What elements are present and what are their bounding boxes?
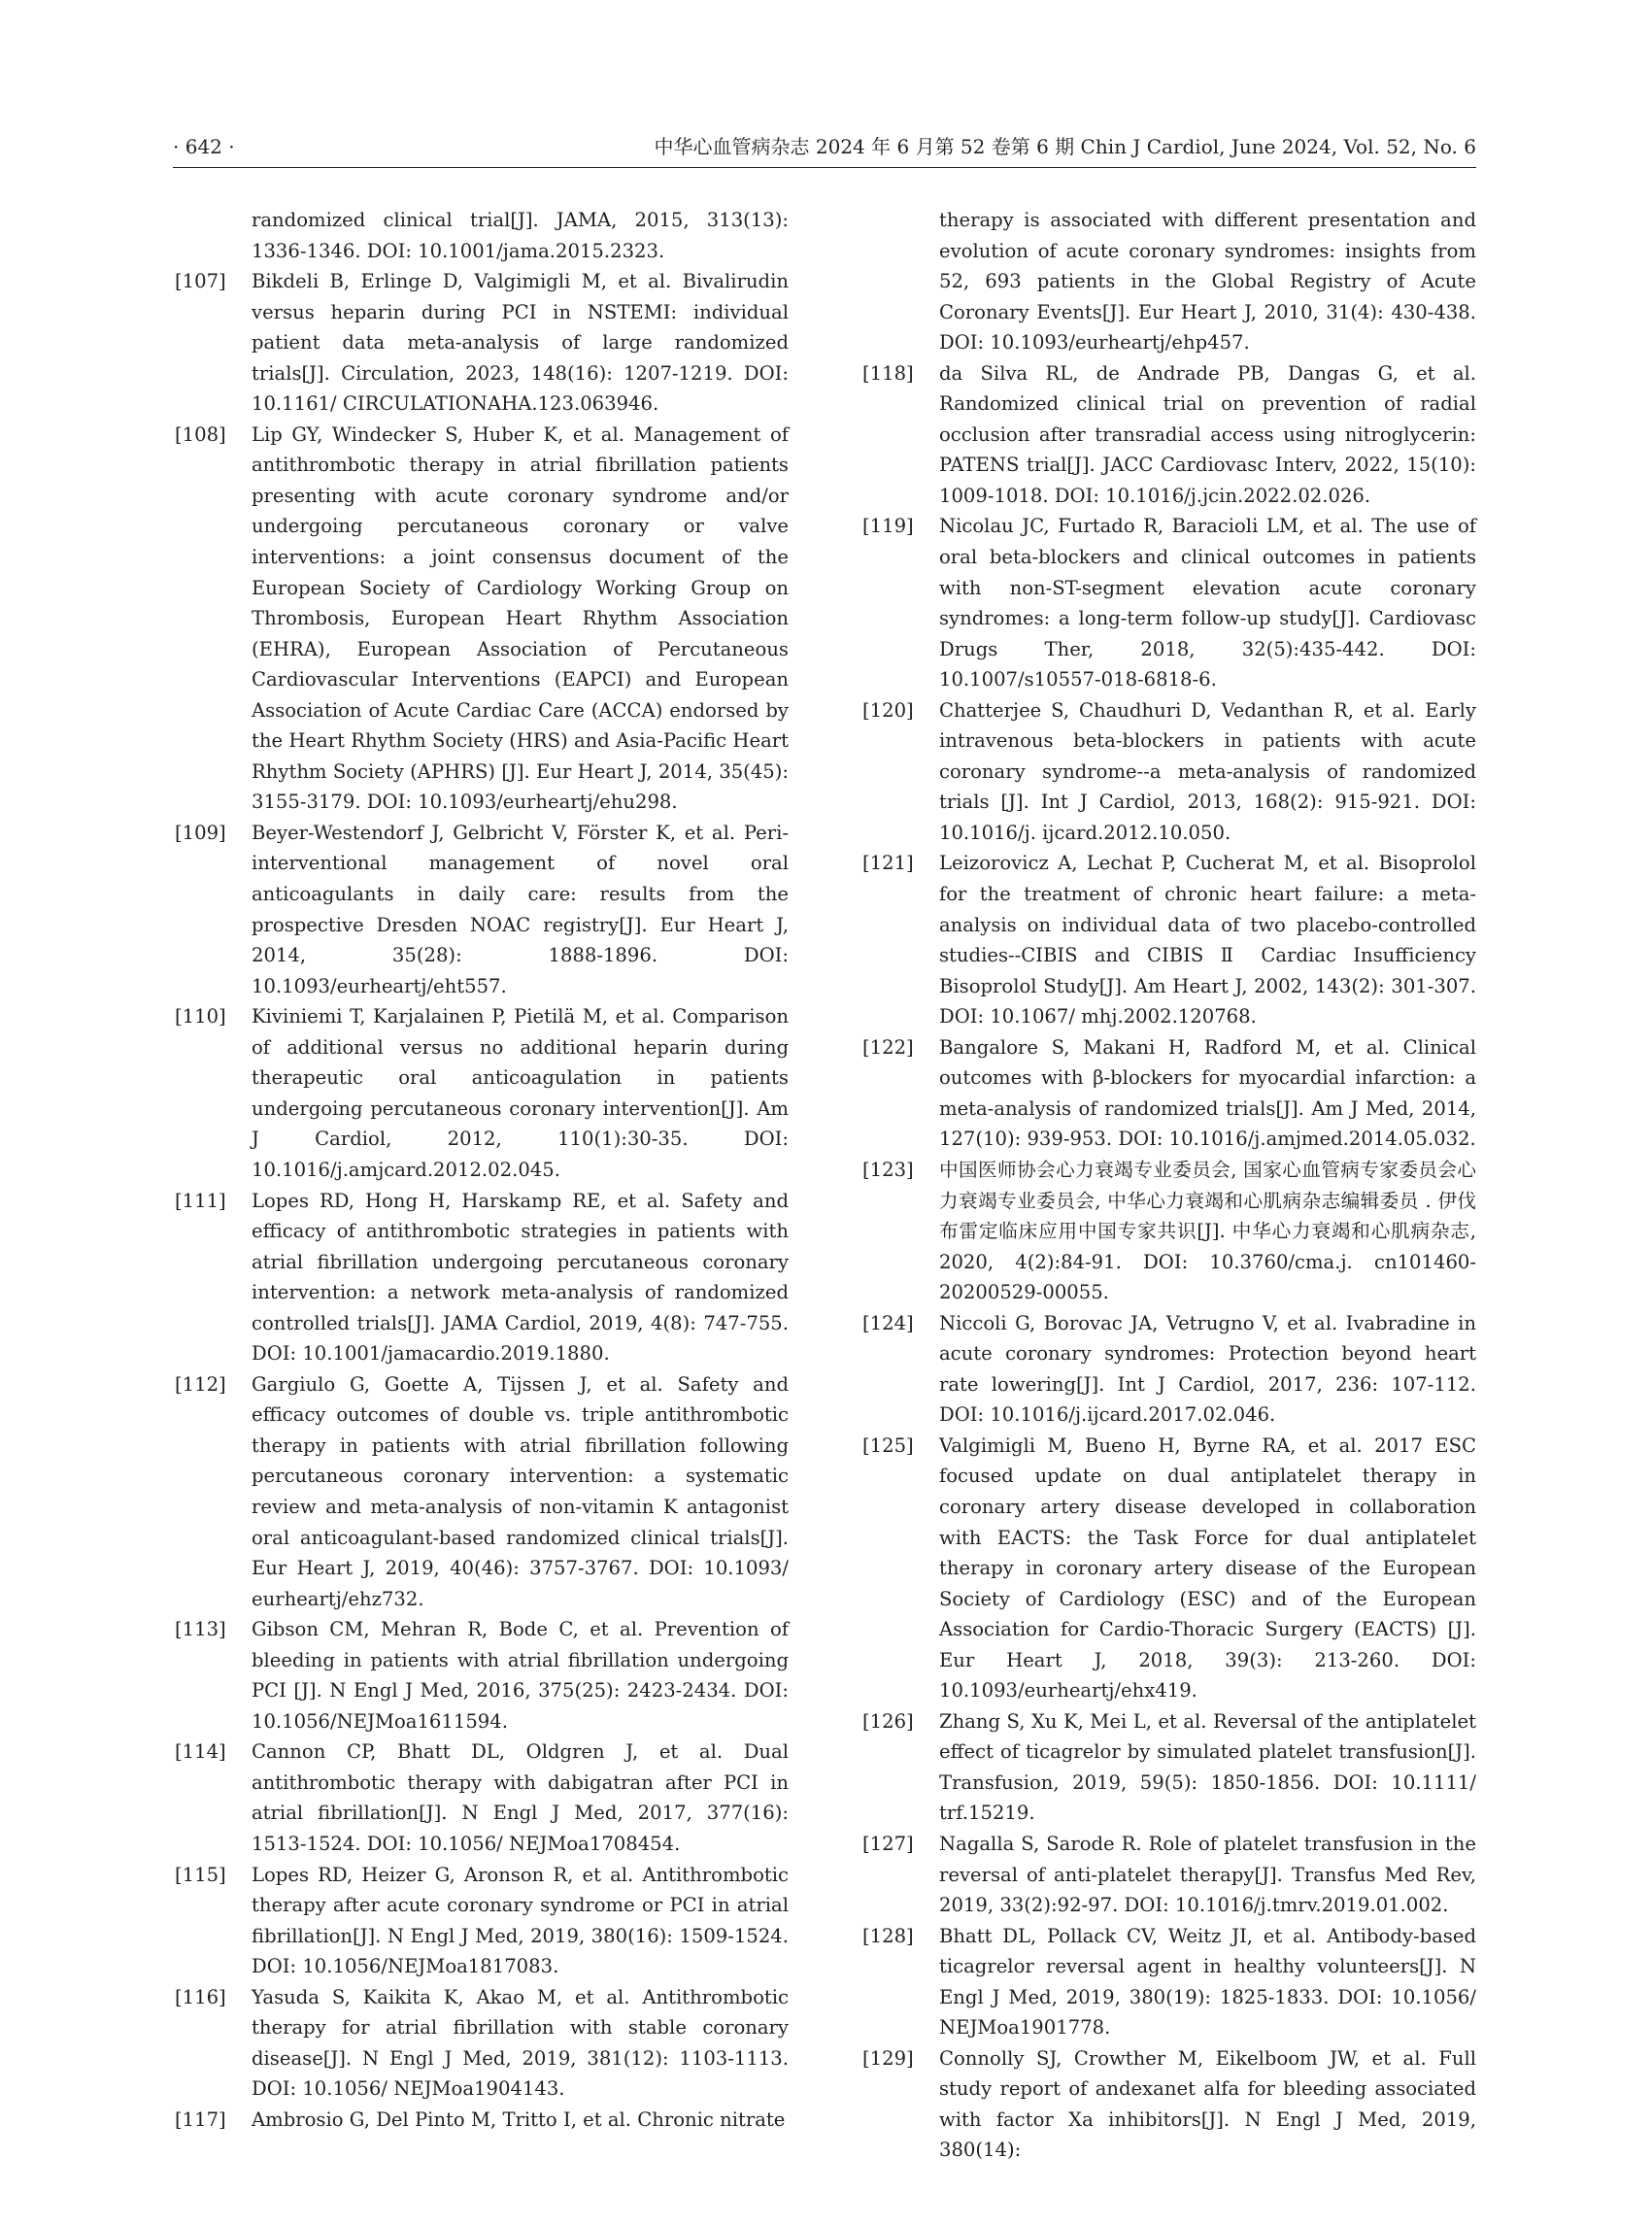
- reference-number: [119]: [862, 515, 914, 538]
- reference-text: Nicolau JC, Furtado R, Baracioli LM, et al. The use of oral beta-blockers and clinical outcomes in patients with non-ST-segment elevation acute coronary syndromes: a long-term follow-up study[J]. Cardiovasc Drugs Ther, 2018, 32(5):435-442. DOI: 10.1007/s10557-018-6818-6.: [939, 515, 1476, 691]
- reference-text: Zhang S, Xu K, Mei L, et al. Reversal of the antiplatelet effect of ticagrelor by simulated platelet transfusion[J]. Transfusion, 2019, 59(5): 1850-1856. DOI: 10.1111/ trf.15219.: [939, 1709, 1476, 1825]
- reference-item: [175, 266, 789, 420]
- reference-text: Yasuda S, Kaikita K, Akao M, et al. Antithrombotic therapy for atrial fibrillation with stable coronary disease[J]. N Engl J Med, 2019, 381(12): 1103-1113. DOI: 10.1056/ NEJMoa1904143.: [252, 1985, 789, 2101]
- reference-number: [117]: [175, 2107, 226, 2131]
- reference-text: Bhatt DL, Pollack CV, Weitz JI, et al. Antibody-based ticagrelor reversal agent in healthy volunteers[J]. N Engl J Med, 2019, 380(19): 1825-1833. DOI: 10.1056/ NEJMoa1901778.: [939, 1924, 1476, 2040]
- reference-text: Niccoli G, Borovac JA, Vetrugno V, et al. Ivabradine in acute coronary syndromes: Protection beyond heart rate lowering[J]. Int J Cardiol, 2017, 236: 107-112. DOI: 10.1016/j.ijcard.2017.02.046.: [939, 1311, 1476, 1427]
- reference-number: [112]: [175, 1372, 226, 1396]
- reference-item: [175, 1614, 789, 1736]
- reference-continuation: [862, 205, 1476, 358]
- reference-continuation: [175, 205, 789, 266]
- reference-number: [110]: [175, 1005, 226, 1028]
- reference-text: Gibson CM, Mehran R, Bode C, et al. Prevention of bleeding in patients with atrial fibrillation undergoing PCI [J]. N Engl J Med, 2016, 375(25): 2423-2434. DOI: 10.1056/NEJMoa1611594.: [252, 1618, 789, 1733]
- reference-item: [862, 2043, 1476, 2166]
- reference-item: [862, 695, 1476, 849]
- reference-number: [118]: [862, 361, 914, 385]
- reference-number: [120]: [862, 698, 914, 722]
- reference-item: [862, 1032, 1476, 1155]
- reference-text: Beyer-Westendorf J, Gelbricht V, Förster K, et al. Peri-interventional management of novel oral anticoagulants in daily care: results from the prospective Dresden NOAC registry[J]. Eur Heart J, 2014, 35(28): 1888-1896. DOI: 10.1093/eurheartj/eht557.: [252, 821, 789, 997]
- reference-number: [127]: [862, 1832, 914, 1855]
- reference-item: [862, 511, 1476, 694]
- reference-number: [107]: [175, 270, 226, 293]
- reference-number: [109]: [175, 821, 226, 844]
- reference-text: therapy is associated with different presentation and evolution of acute coronary syndromes: insights from 52, 693 patients in the Global Registry of Acute Coronary Events[J]. Eur Heart J, 2010, 31(4): 430-438. DOI: 10.1093/eurheartj/ehp457.: [939, 209, 1476, 354]
- reference-text: Bikdeli B, Erlinge D, Valgimigli M, et al. Bivalirudin versus heparin during PCI in NSTEMI: individual patient data meta-analysis of large randomized trials[J]. Circulation, 2023, 148(16): 1207-1219. DOI: 10.1161/ CIRCULATIONAHA.123.063946.: [252, 270, 789, 416]
- page-number: · 642 ·: [173, 135, 235, 158]
- reference-item: [862, 1431, 1476, 1706]
- reference-text: 中国医师协会心力衰竭专业委员会, 国家心血管病专家委员会心力衰竭专业委员会, 中华心力衰竭和心肌病杂志编辑委员 . 伊伐布雷定临床应用中国专家共识[J]. 中华心力衰竭和心肌病杂志, 2020, 4(2):84-91. DOI: 10.3760/cma.j. cn101460-20200529-00055.: [939, 1158, 1476, 1304]
- reference-text: Bangalore S, Makani H, Radford M, et al. Clinical outcomes with β-blockers for myocardial infarction: a meta-analysis of randomized trials[J]. Am J Med, 2014, 127(10): 939-953. DOI: 10.1016/j.amjmed.2014.05.032.: [939, 1035, 1476, 1151]
- reference-number: [111]: [175, 1189, 226, 1212]
- reference-item: [175, 1736, 789, 1859]
- reference-number: [113]: [175, 1618, 226, 1641]
- reference-number: [862, 205, 939, 358]
- reference-item: [175, 420, 789, 818]
- reference-number: [128]: [862, 1924, 914, 1947]
- reference-number: [122]: [862, 1035, 914, 1059]
- reference-number: [124]: [862, 1311, 914, 1334]
- reference-text: Lip GY, Windecker S, Huber K, et al. Management of antithrombotic therapy in atrial fibrillation patients presenting with acute coronary syndrome and/or undergoing percutaneous coronary or valve interventions: a joint consensus document of the European Society of Cardiology Working Group on Thrombosis, European Heart Rhythm Association (EHRA), European Association of Percutaneous Cardiovascular Interventions (EAPCI) and European Association of Acute Cardiac Care (ACCA) endorsed by the Heart Rhythm Society (HRS) and Asia-Pacific Heart Rhythm Society (APHRS) [J]. Eur Heart J, 2014, 35(45): 3155-3179. DOI: 10.1093/eurheartj/ehu298.: [252, 422, 789, 814]
- reference-text: Connolly SJ, Crowther M, Eikelboom JW, et al. Full study report of andexanet alfa for bleeding associated with factor Xa inhibitors[J]. N Engl J Med, 2019, 380(14):: [939, 2046, 1476, 2162]
- reference-number: [114]: [175, 1740, 226, 1764]
- reference-number: [175, 205, 252, 266]
- reference-number: [125]: [862, 1433, 914, 1457]
- reference-text: da Silva RL, de Andrade PB, Dangas G, et al. Randomized clinical trial on prevention of radial occlusion after transradial access using nitroglycerin: PATENS trial[J]. JACC Cardiovasc Interv, 2022, 15(10): 1009-1018. DOI: 10.1016/j.jcin.2022.02.026.: [939, 361, 1476, 507]
- reference-item: [862, 1829, 1476, 1921]
- reference-item: [175, 1982, 789, 2105]
- reference-number: [108]: [175, 422, 226, 446]
- reference-item: [862, 848, 1476, 1031]
- reference-text: Lopes RD, Hong H, Harskamp RE, et al. Safety and efficacy of antithrombotic strategies in patients with atrial fibrillation undergoing percutaneous coronary intervention: a network meta-analysis of randomized controlled trials[J]. JAMA Cardiol, 2019, 4(8): 747-755. DOI: 10.1001/jamacardio.2019.1880.: [252, 1189, 789, 1365]
- left-column: [175, 205, 789, 2135]
- reference-item: [175, 1001, 789, 1185]
- reference-text: Lopes RD, Heizer G, Aronson R, et al. Antithrombotic therapy after acute coronary syndrome or PCI in atrial fibrillation[J]. N Engl J Med, 2019, 380(16): 1509-1524. DOI: 10.1056/NEJMoa1817083.: [252, 1863, 789, 1978]
- reference-item: [862, 1308, 1476, 1431]
- reference-text: Leizorovicz A, Lechat P, Cucherat M, et al. Bisoprolol for the treatment of chronic heart failure: a meta-analysis on individual data of two placebo-controlled studies--CIBIS and CIBIS Ⅱ Cardiac Insufficiency Bisoprolol Study[J]. Am Heart J, 2002, 143(2): 301-307. DOI: 10.1067/ mhj.2002.120768.: [939, 852, 1476, 1028]
- reference-item: [175, 1186, 789, 1369]
- reference-item: [862, 358, 1476, 512]
- reference-text: Nagalla S, Sarode R. Role of platelet transfusion in the reversal of anti-platelet therapy[J]. Transfus Med Rev, 2019, 33(2):92-97. DOI: 10.1016/j.tmrv.2019.01.002.: [939, 1832, 1476, 1917]
- reference-item: [862, 1706, 1476, 1829]
- reference-number: [115]: [175, 1863, 226, 1886]
- journal-citation: 中华心血管病杂志 2024 年 6 月第 52 卷第 6 期 Chin J Cardiol, June 2024, Vol. 52, No. 6: [654, 135, 1476, 158]
- reference-number: [121]: [862, 852, 914, 875]
- reference-item: [175, 1369, 789, 1614]
- reference-number: [129]: [862, 2046, 914, 2070]
- reference-text: Chatterjee S, Chaudhuri D, Vedanthan R, et al. Early intravenous beta-blockers in patients with acute coronary syndrome--a meta-analysis of randomized trials [J]. Int J Cardiol, 2013, 168(2): 915-921. DOI: 10.1016/j. ijcard.2012.10.050.: [939, 698, 1476, 844]
- reference-number: [126]: [862, 1709, 914, 1733]
- right-column: [862, 205, 1476, 2166]
- reference-item: [862, 1921, 1476, 2043]
- reference-text: Valgimigli M, Bueno H, Byrne RA, et al. 2017 ESC focused update on dual antiplatelet therapy in coronary artery disease developed in collaboration with EACTS: the Task Force for dual antiplatelet therapy in coronary artery disease of the European Society of Cardiology (ESC) and of the European Association for Cardio-Thoracic Surgery (EACTS) [J]. Eur Heart J, 2018, 39(3): 213-260. DOI: 10.1093/eurheartj/ehx419.: [939, 1433, 1476, 1702]
- reference-item: [175, 818, 789, 1001]
- reference-item: [175, 1860, 789, 1982]
- reference-text: Ambrosio G, Del Pinto M, Tritto I, et al. Chronic nitrate: [252, 2107, 786, 2131]
- reference-number: [116]: [175, 1985, 226, 2008]
- reference-text: Cannon CP, Bhatt DL, Oldgren J, et al. Dual antithrombotic therapy with dabigatran after PCI in atrial fibrillation[J]. N Engl J Med, 2017, 377(16): 1513-1524. DOI: 10.1056/ NEJMoa1708454.: [252, 1740, 789, 1855]
- running-header: [173, 132, 1476, 168]
- reference-text: Gargiulo G, Goette A, Tijssen J, et al. Safety and efficacy outcomes of double vs. triple antithrombotic therapy in patients with atrial fibrillation following percutaneous coronary intervention: a systematic review and meta-analysis of non-vitamin K antagonist oral anticoagulant-based randomized clinical trials[J]. Eur Heart J, 2019, 40(46): 3757-3767. DOI: 10.1093/ eurheartj/ehz732.: [252, 1372, 789, 1610]
- reference-number: [123]: [862, 1158, 914, 1181]
- reference-item: [862, 1155, 1476, 1308]
- reference-text: randomized clinical trial[J]. JAMA, 2015, 313(13): 1336-1346. DOI: 10.1001/jama.2015.2323.: [252, 209, 789, 262]
- reference-text: Kiviniemi T, Karjalainen P, Pietilä M, et al. Comparison of additional versus no additional heparin during therapeutic oral anticoagulation in patients undergoing percutaneous coronary intervention[J]. Am J Cardiol, 2012, 110(1):30-35. DOI: 10.1016/j.amjcard.2012.02.045.: [252, 1005, 789, 1181]
- reference-item: [175, 2105, 789, 2136]
